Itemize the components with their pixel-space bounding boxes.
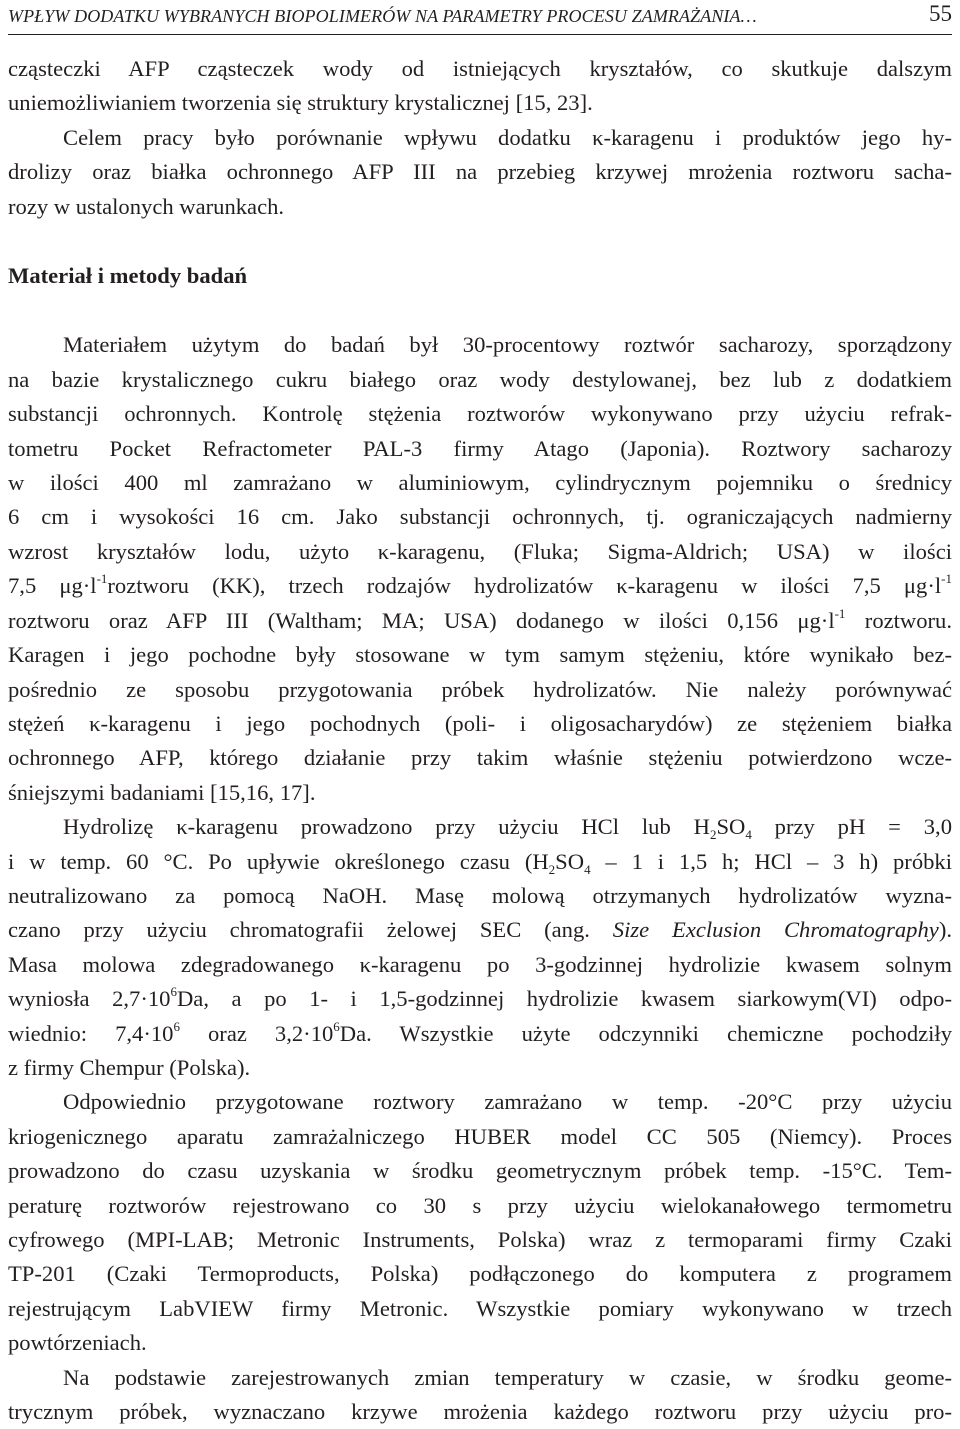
text-line: cząsteczki AFP cząsteczek wody od istniejących kryształów, co skutkuje dalszym (8, 56, 952, 81)
text-line: kriogenicznego aparatu zamrażalniczego HUBER model CC 505 (Niemcy). Proces (8, 1123, 952, 1149)
text-line: prowadzono do czasu uzyskania w środku geometrycznym próbek temp. -15°C. Tem- (8, 1158, 952, 1184)
text-line: substancji ochronnych. Kontrolę stężenia roztworów wykonywano przy użyciu refrak- (8, 401, 952, 427)
text-line: i w temp. 60 °C. Po upływie określonego czasu ($H_2SO_4 - 1$ i 1,5 h; HCl – 3 h) próbki (8, 848, 952, 877)
text-line: śniejszymi badaniami [15,16, 17]. (8, 779, 316, 805)
paragraph-intro-2 (8, 121, 952, 224)
text-line: na bazie krystalicznego cukru białego oraz wody destylowanej, bez lub z dodatkiem (8, 366, 952, 392)
text-line: ochronnego AFP, którego działanie przy takim właśnie stężeniu potwierdzono wcze- (8, 745, 952, 771)
text-line: w ilości 400 ml zamrażano w aluminiowym, cylindrycznym pojemniku o średnicy (8, 470, 952, 496)
text-line: powtórzeniach. (8, 1330, 147, 1356)
page-number: 55 (929, 1, 952, 26)
text-line: cyfrowego (MPI-LAB; Metronic Instruments, Polska) wraz z termoparami firmy Czaki (8, 1227, 952, 1252)
text-line: rozy w ustalonych warunkach. (8, 193, 285, 219)
text-line: wiednio: $7,4\cdot 10^6$ oraz $3,2\cdot 10^6Da$. Wszystkie użyte odczynniki chemiczne pochodziły (8, 1018, 952, 1046)
text-line: Celem pracy było porównanie wpływu dodatku κ-karagenu i produktów jego hy- (63, 124, 952, 150)
paragraph-curves (8, 1361, 952, 1429)
text-line: drolizy oraz białka ochronnego AFP III na przebieg krzywej mrożenia roztworu sacha- (8, 159, 952, 185)
text-line: roztworu oraz AFP III (Waltham; MA; USA) dodanego w ilości 0,156 $\mu g\cdot l^{-1}$ roztworu. (8, 605, 952, 633)
body-text (8, 52, 952, 1429)
running-title: WPŁYW DODATKU WYBRANYCH BIOPOLIMERÓW NA PARAMETRY PROCESU ZAMRAŻANIA… (8, 6, 757, 26)
text-line: tometru Pocket Refractometer PAL-3 firmy Atago (Japonia). Roztwory sacharozy (8, 435, 952, 461)
text-line: peraturę roztworów rejestrowano co 30 s przy użyciu wielokanałowego termometru (8, 1192, 952, 1218)
text-line: TP-201 (Czaki Termoproducts, Polska) podłączonego do komputera z programem (8, 1261, 952, 1287)
text-line: uniemożliwianiem tworzenia się struktury krystalicznej [15, 23]. (8, 90, 593, 116)
text-line: Na podstawie zarejestrowanych zmian temperatury w czasie, w środku geome- (63, 1364, 952, 1390)
text-line: Karagen i jego pochodne były stosowane w tym samym stężeniu, które wynikało bez- (8, 642, 952, 668)
text-line: Hydrolizę κ-karagenu prowadzono przy użyciu HCl lub $H_2SO_4$ przy pH = 3,0 (63, 814, 952, 843)
text-line: trycznym próbek, wyznaczano krzywe mrożenia każdego roztworu przy użyciu pro- (8, 1399, 952, 1425)
paragraph-materials (8, 328, 952, 810)
text-line: rejestrującym LabVIEW firmy Metronic. Wszystkie pomiary wykonywano w trzech (8, 1295, 952, 1321)
paragraph-intro-1 (8, 52, 952, 121)
text-line: 7,5 $\mu g\cdot l^{-1}roztworu$ (KK), trzech rodzajów hydrolizatów κ-karagenu w ilości 7,5 $\mu g\cdot l^{-1}$ (8, 571, 952, 599)
text-line: Odpowiednio przygotowane roztwory zamrażano w temp. -20°C przy użyciu (63, 1089, 952, 1115)
text-line: 6 cm i wysokości 16 cm. Jako substancji ochronnych, tj. ograniczających nadmierny (8, 504, 952, 530)
paragraph-freezing (8, 1085, 952, 1360)
section-heading: Materiał i metody badań (8, 263, 248, 289)
text-line: neutralizowano za pomocą NaOH. Masę molową otrzymanych hydrolizatów wyzna- (8, 882, 952, 908)
text-line: wyniosła $2,7\cdot 10^6Da$, a po 1- i 1,5-godzinnej hydrolizie kwasem siarkowym(VI) odpo- (8, 984, 952, 1012)
text-line: czano przy użyciu chromatografii żelowej SEC (ang. Size Exclusion Chromatography). (8, 917, 952, 943)
paragraph-hydrolysis (8, 810, 952, 1085)
text-line: stężeń κ-karagenu i jego pochodnych (poli- i oligosacharydów) ze stężeniem białka (8, 710, 952, 736)
text-line: Masa molowa zdegradowanego κ-karagenu po 3-godzinnej hydrolizie kwasem solnym (8, 951, 952, 977)
text-line: z firmy Chempur (Polska). (8, 1054, 251, 1080)
text-line: wzrost kryształów lodu, użyto κ-karagenu, (Fluka; Sigma-Aldrich; USA) w ilości (8, 538, 952, 564)
text-line: pośrednio ze sposobu przygotowania próbek hydrolizatów. Nie należy porównywać (8, 676, 952, 702)
running-header (8, 1, 952, 35)
text-line: Materiałem użytym do badań był 30-procentowy roztwór sacharozy, sporządzony (63, 332, 952, 358)
